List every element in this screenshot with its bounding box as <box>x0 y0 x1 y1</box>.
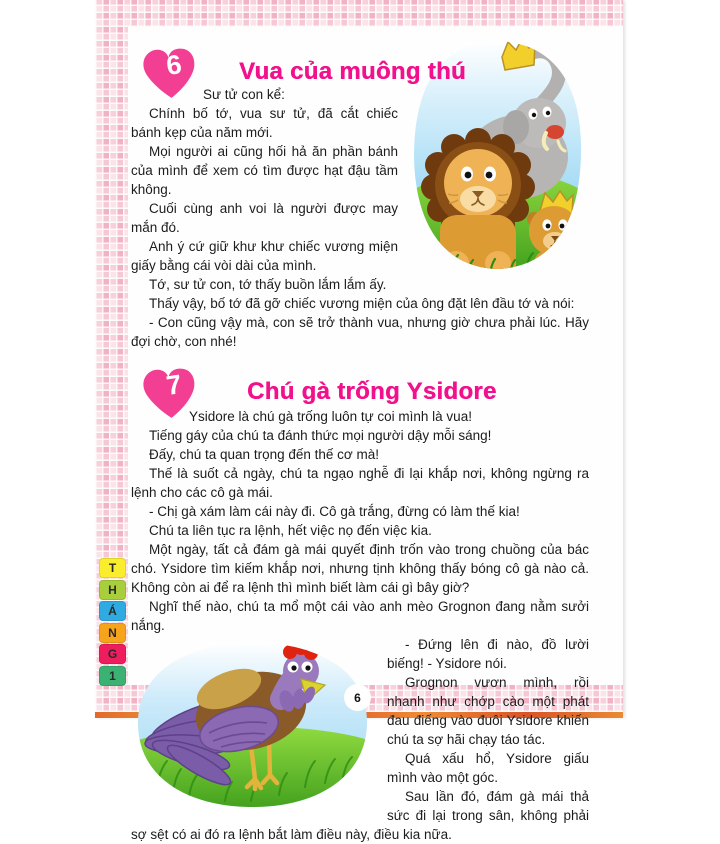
story-paragraph: Grognon vươn mình, rồi nhanh như chớp cào một phát đau điếng vào đuôi Ysidore khiến chú ta sợ hãi chạy táo tác. <box>387 675 589 747</box>
month-tabs-thang-1 <box>99 558 127 687</box>
story-paragraph: Đấy, chú ta quan trọng đến thế cơ mà! <box>149 447 379 462</box>
story-paragraph: Nghĩ thế nào, chú ta mổ một cái vào anh mèo Grognon đang nằm sưởi nắng. <box>131 599 589 633</box>
story-paragraph: Cuối cùng anh voi là người được may mắn đó. <box>131 201 398 235</box>
month-tab: T <box>99 558 126 578</box>
story-paragraph: Chính bố tớ, vua sư tử, đã cắt chiếc bánh kẹp của năm mới. <box>131 106 398 140</box>
story-paragraph: Sau lần đó, đám gà mái thả sức đi lại trong sân, không phải sợ sệt có ai đó ra lệnh bắt làm điều này, điều kia nữa. <box>131 789 589 842</box>
story-7-wrap-block <box>131 635 589 844</box>
rooster-illustration <box>129 637 377 813</box>
story-7-heart-badge <box>141 367 197 421</box>
story-paragraph: Một ngày, tất cả đám gà mái quyết định trốn vào trong chuồng của bác chó. Ysidore tìm kiếm khắp nơi, nhưng tịnh không thấy bóng cô gà nào cả. Không còn ai để ra lệnh thì mình biết làm cái gì bây giờ? <box>131 542 589 595</box>
story-paragraph: Anh ý cứ giữ khư khư chiếc vương miện giấy bằng cái vòi dài của mình. <box>131 239 398 273</box>
page-content <box>128 27 603 842</box>
book-page <box>95 0 623 842</box>
month-tab: G <box>99 644 126 664</box>
story-6-header <box>131 47 466 101</box>
month-tab: Á <box>99 601 126 621</box>
page-number-badge <box>344 684 371 711</box>
story-paragraph: Thế là suốt cả ngày, chú ta ngạo nghễ đi lại khắp nơi, không ngừng ra lệnh cho các cô gà mái. <box>131 466 589 500</box>
story-paragraph: Quá xấu hổ, Ysidore giấu mình vào một góc. <box>387 751 589 785</box>
story-7-header <box>131 367 589 421</box>
story-6-opening: Sư tử con kể: <box>203 87 285 102</box>
story-7-number: 7 <box>164 369 184 401</box>
story-7-title: Chú gà trống Ysidore <box>247 377 497 405</box>
gingham-border-top <box>95 0 623 27</box>
story-paragraph: Tiếng gáy của chú ta đánh thức mọi người dậy mỗi sáng! <box>149 428 492 443</box>
story-paragraph: - Chị gà xám làm cái này đi. Cô gà trắng, đừng có làm thế kia! <box>149 504 520 519</box>
story-6-title: Vua của muông thú <box>239 57 466 85</box>
page-number: 6 <box>354 690 361 705</box>
story-paragraph: - Đứng lên đi nào, đồ lười biếng! - Ysidore nói. <box>387 637 589 671</box>
story-6-heart-badge <box>141 47 197 101</box>
month-tab: 1 <box>99 666 126 686</box>
story-7-opening: Ysidore là chú gà trống luôn tự coi mình là vua! <box>189 409 472 424</box>
story-paragraph: Tớ, sư tử con, tớ thấy buồn lắm lắm ấy. <box>149 277 387 292</box>
story-paragraph: - Con cũng vậy mà, con sẽ trở thành vua, nhưng giờ chưa phải lúc. Hãy đợi chờ, con nhé! <box>131 315 589 349</box>
month-tab: N <box>99 623 126 643</box>
story-paragraph: Chú ta liên tục ra lệnh, hết việc nọ đến việc kia. <box>149 523 432 538</box>
story-paragraph: Thấy vậy, bố tớ đã gỡ chiếc vương miện của ông đặt lên đầu tớ và nói: <box>149 296 575 311</box>
story-paragraph: Mọi người ai cũng hối hả ăn phần bánh của mình để xem có tìm được hạt đậu tầm không. <box>131 144 398 197</box>
story-6-section <box>131 47 589 351</box>
month-tab: H <box>99 580 126 600</box>
story-7-section <box>131 367 589 844</box>
story-6-number: 6 <box>164 49 184 81</box>
